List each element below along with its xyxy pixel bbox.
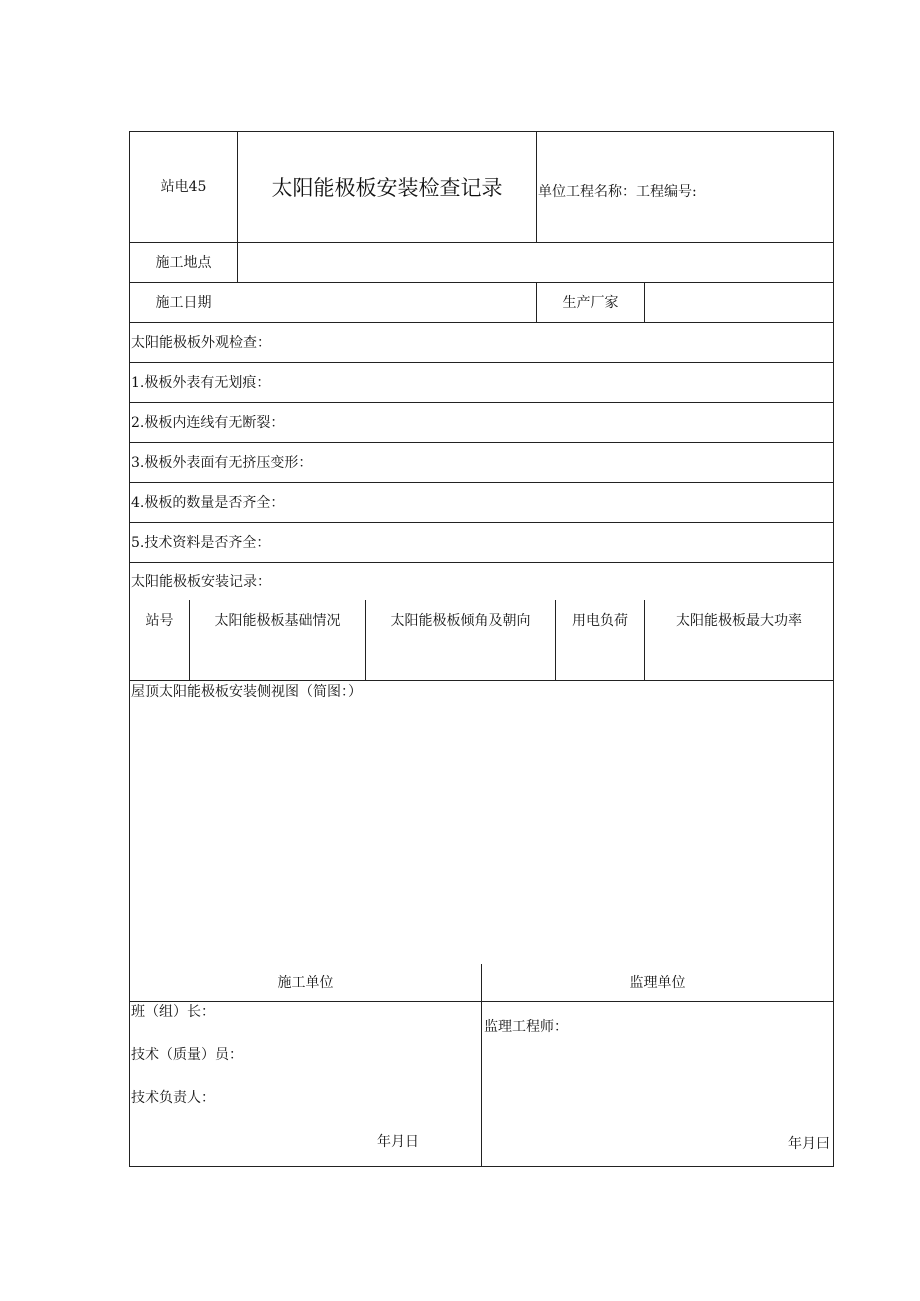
supervisor-label: 监理工程师： (484, 1019, 568, 1035)
appearance-item: 1.极板外表有无划痕： (131, 375, 271, 391)
right-date-label: 年月曰 (788, 1136, 830, 1152)
column-divider (644, 282, 645, 322)
row-divider (130, 680, 833, 681)
installation-heading: 太阳能极板安装记录： (131, 574, 271, 590)
diagram-heading: 屋顶太阳能极板安装侧视图（简图：） (131, 684, 362, 700)
column-divider (536, 132, 537, 242)
inspection-record-form (129, 131, 834, 1167)
row-divider (130, 402, 833, 403)
appearance-heading: 太阳能极板外观检查： (131, 335, 271, 351)
appearance-item: 4.极板的数量是否齐全： (131, 495, 285, 511)
supervision-unit-label: 监理单位 (629, 975, 686, 991)
date-label: 施工日期 (155, 295, 212, 311)
row-divider (130, 322, 833, 323)
row-divider (130, 282, 833, 283)
left-date-label: 年月日 (377, 1134, 419, 1150)
technical-quality-label: 技术（质量）员： (131, 1047, 243, 1063)
column-header: 用电负荷 (572, 613, 628, 629)
form-title: 太阳能极板安装检查记录 (271, 176, 503, 200)
team-leader-label: 班（组）长： (131, 1004, 215, 1020)
appearance-item: 2.极板内连线有无断裂： (131, 415, 285, 431)
appearance-item: 3.极板外表面有无挤压变形： (131, 455, 313, 471)
project-info-label: 单位工程名称：工程编号: (538, 184, 697, 200)
row-divider (130, 482, 833, 483)
construction-unit-label: 施工单位 (277, 975, 334, 991)
manufacturer-label: 生产厂家 (562, 295, 619, 311)
row-divider (130, 362, 833, 363)
column-divider (481, 964, 482, 1166)
column-header: 太阳能极板最大功率 (676, 613, 802, 629)
location-label: 施工地点 (155, 255, 212, 271)
row-divider (130, 242, 833, 243)
row-divider (130, 442, 833, 443)
appearance-item: 5.技术资料是否齐全： (131, 535, 271, 551)
form-code: 站电45 (160, 179, 207, 195)
row-divider (130, 522, 833, 523)
column-header: 太阳能极板基础情况 (214, 613, 341, 629)
column-header: 太阳能极板倾角及朝向 (390, 613, 531, 629)
technical-lead-label: 技术负责人： (131, 1090, 215, 1106)
column-header: 站号 (145, 613, 174, 629)
row-divider (130, 562, 833, 563)
column-divider (237, 132, 238, 282)
